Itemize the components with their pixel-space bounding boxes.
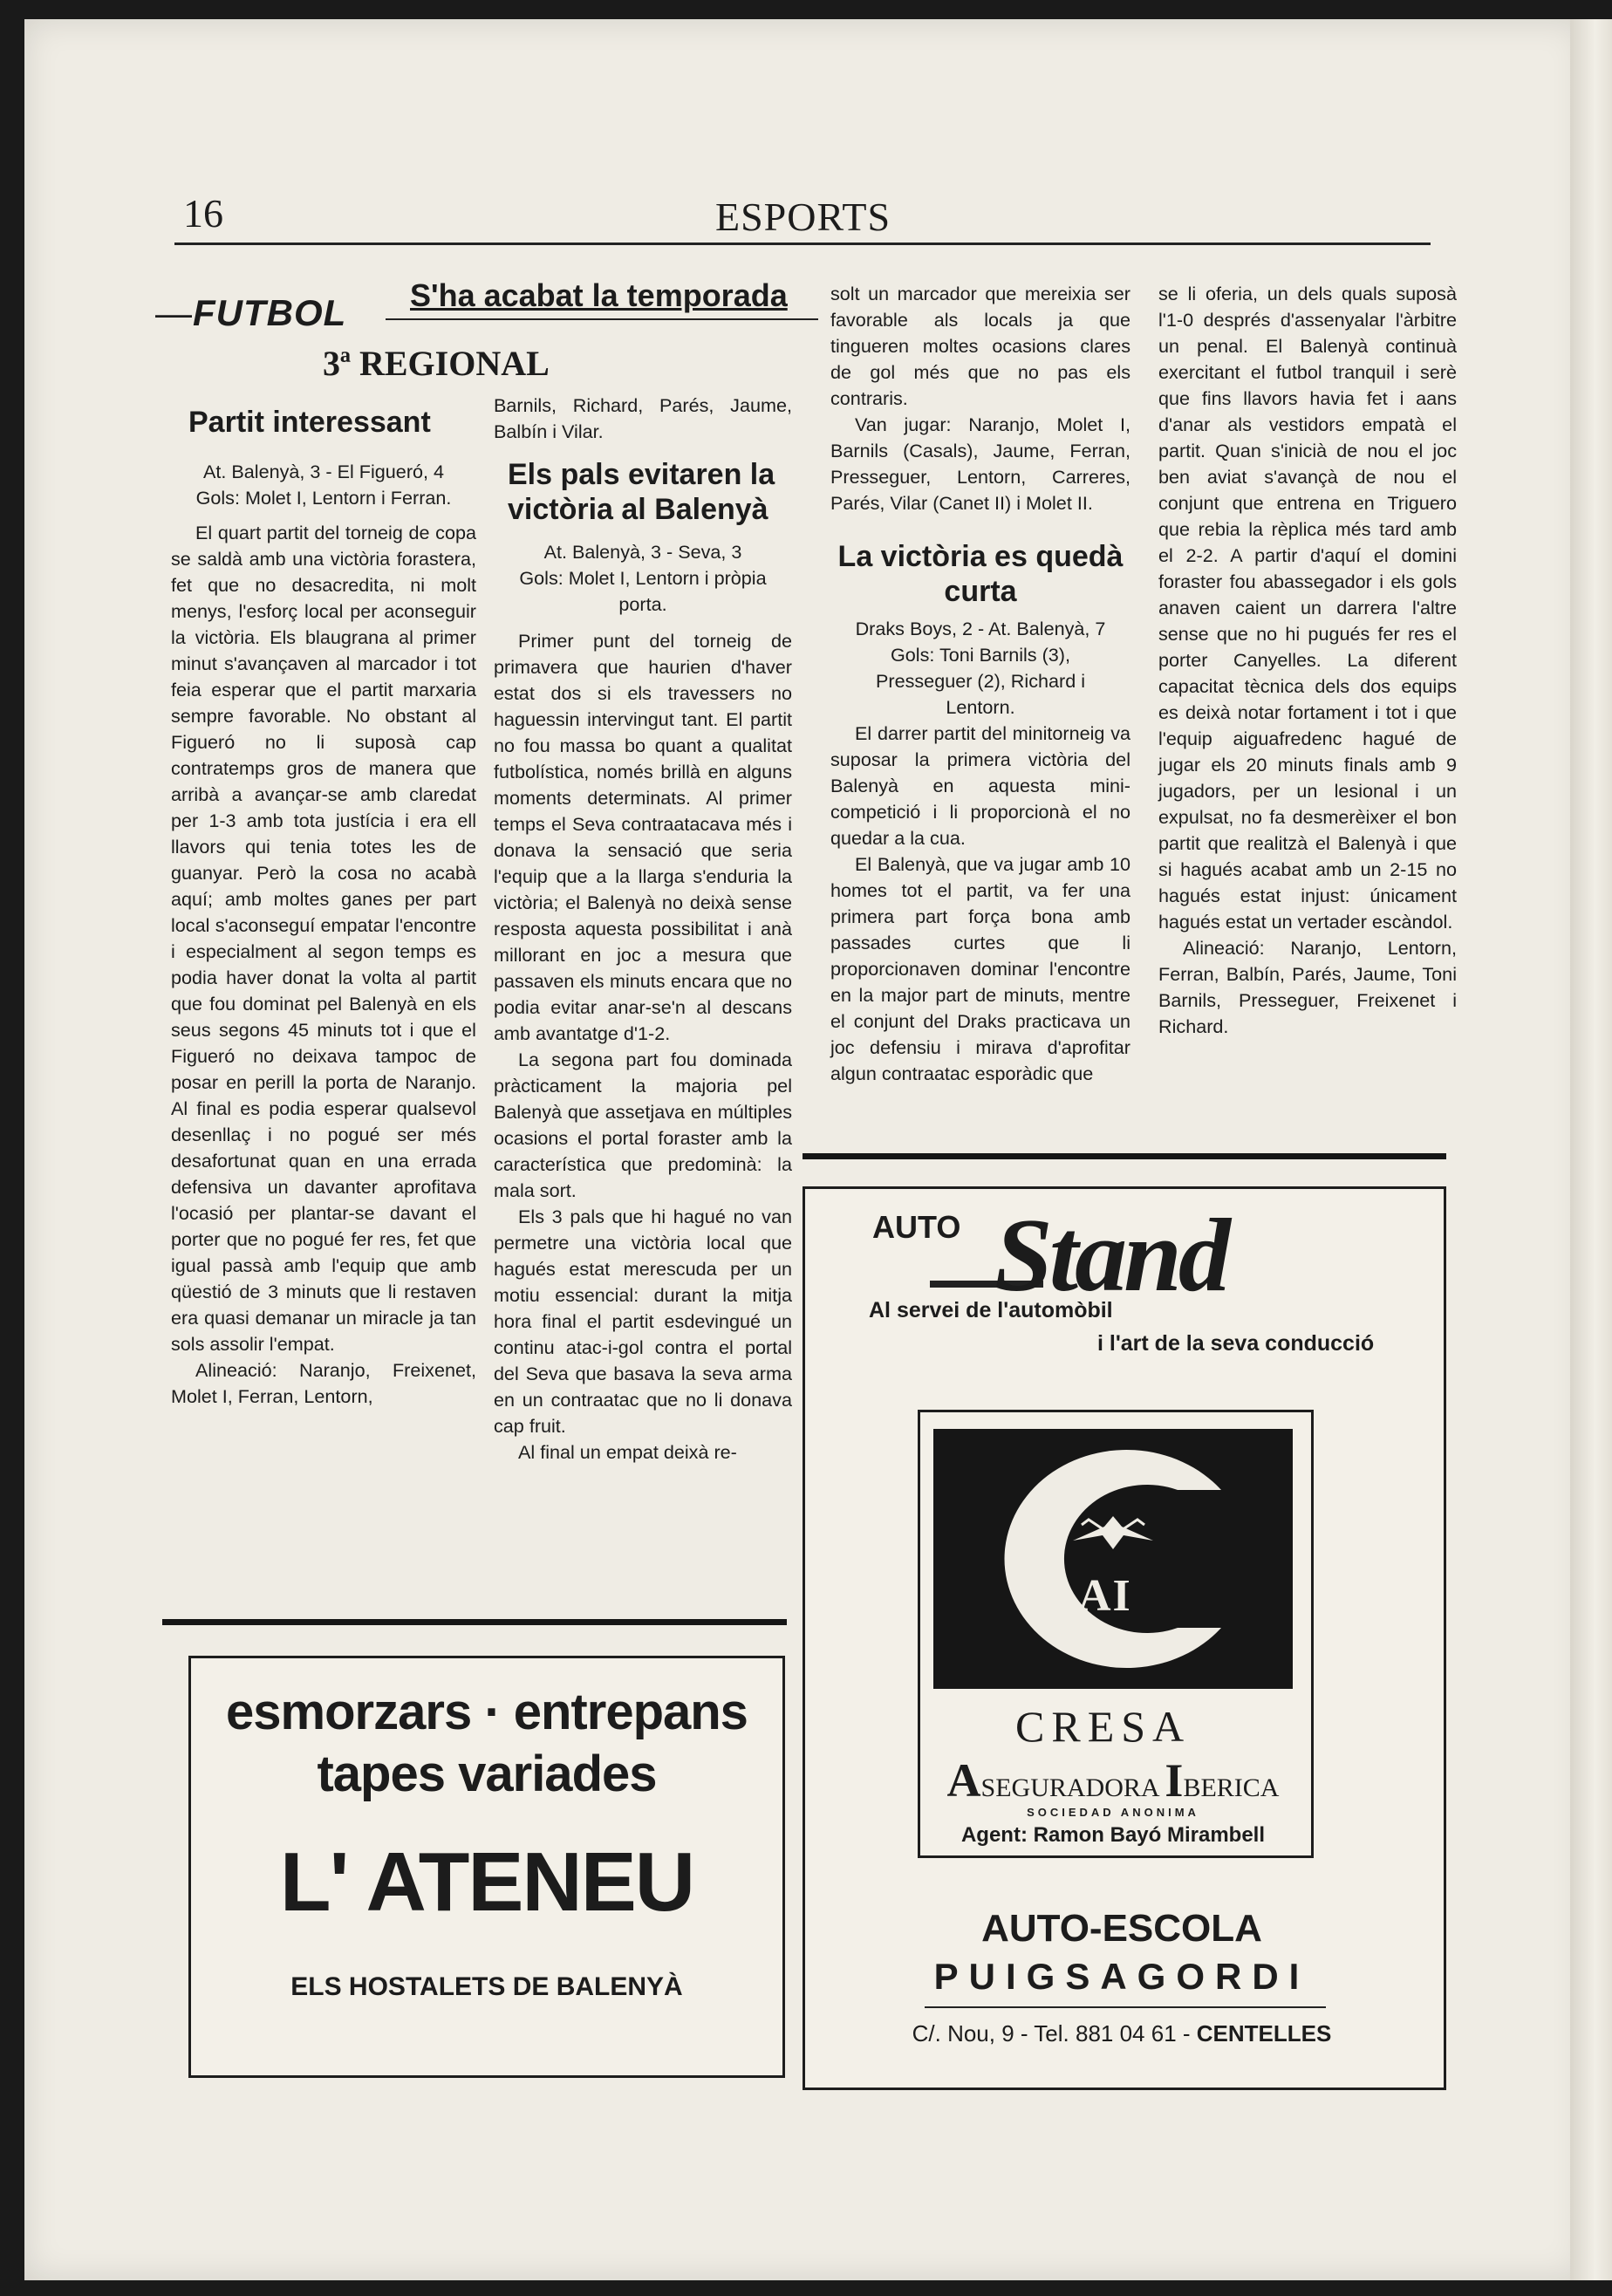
cresa-logo-block [933, 1429, 1293, 1689]
autoescola-rule [925, 2006, 1326, 2008]
col2-body-2: La segona part fou dominada pràcticament la majoria pel Balenyà que assetjava en múltiples ocasions el portal foraster amb la característica que predominà: la mala sort. [494, 1049, 792, 1201]
col3-body-2: Van jugar: Naranjo, Molet I, Barnils (Casals), Jaume, Ferran, Presseguer, Lentorn, Carreres, Parés, Vilar (Canet II) i Molet II. [830, 413, 1130, 514]
address-town: CENTELLES [1196, 2020, 1332, 2047]
kicker [155, 292, 346, 334]
ad-ateneu [188, 1656, 785, 2078]
col1-lineup: Alineació: Naranjo, Freixenet, Molet I, Ferran, Lentorn, [171, 1359, 476, 1407]
stand-tagline-1: Al servei de l'automòbil [869, 1298, 1113, 1322]
address-text: C/. Nou, 9 - Tel. 881 04 61 - [912, 2020, 1191, 2047]
col2-score: At. Balenyà, 3 - Seva, 3 [543, 541, 742, 563]
cresa-logo-letters: AI [1078, 1571, 1132, 1621]
column-2 [494, 393, 792, 1466]
page-spine [1570, 19, 1612, 2280]
division-title: 3ª REGIONAL [323, 344, 550, 383]
col1-goals: Gols: Molet I, Lentorn i Ferran. [195, 487, 452, 509]
col3-score: Draks Boys, 2 - At. Balenyà, 7 [855, 618, 1106, 639]
col2-body-3: Els 3 pals que hi hagué no van permetre una victòria local que hagués estat merescuda per un motiu essencial: durant la mitja hora final el partit esdevingué un continu atac-i-gol contra el portal del Seva que basava la seva arma en un contraatac que no li donava cap fruit. [494, 1206, 792, 1437]
kicker-text: FUTBOL [193, 292, 347, 333]
column-1 [171, 405, 476, 1410]
autoescola-address [803, 2020, 1441, 2047]
col2-body-4: Al final un empat deixà re- [518, 1441, 737, 1463]
stand-logo: Stand [994, 1197, 1227, 1313]
column-3 [830, 281, 1130, 1087]
sociedad-anonima: SOCIEDAD ANONIMA [1027, 1806, 1199, 1819]
left-bottom-rule [162, 1619, 787, 1625]
col4-body-2: Alineació: Naranjo, Lentorn, Ferran, Balbín, Parés, Jaume, Toni Barnils, Presseguer, Freixenet i Richard. [1158, 937, 1457, 1037]
col3-title: La victòria es quedà curta [837, 540, 1124, 608]
aseguradora-line [933, 1753, 1293, 1807]
col2-lineup-cont: Barnils, Richard, Parés, Jaume, Balbín i Vilar. [494, 394, 792, 442]
headline: S'ha acabat la temporada [410, 277, 788, 313]
eagle-icon [1073, 1516, 1153, 1549]
aseg-word-1: SEGURADORA [980, 1773, 1158, 1802]
aseg-initial-a: A [946, 1754, 981, 1807]
col2-title: Els pals evitaren la victòria al Balenyà [508, 458, 775, 526]
ateneu-footer: ELS HOSTALETS DE BALENYÀ [290, 1972, 683, 2001]
col4-body-1: se li oferia, un dels quals suposà l'1-0 després d'assenyalar l'àrbitre un penal. El Balenyà continuà exercitant el futbol tranquil i serè que fins llavors havia fet i aans d'anar als vestidors empatà el partit. Quan s'inicià de nou el joc ben aviat s'avançà de nou el conjunt que entrena en Triguero que rebia la rèplica més tard amb el 2-2. A partir d'aquí el domini foraster fou abassegador i els gols anaven caient un darrera l'altre sense que no hi pugués fer res el porter Canyelles. La diferent capacitat tècnica dels dos equips es deixà notar fortament i tot i que l'equip aiguafredenc hagué de jugar els 20 minuts finals amb 9 jugadors, per un lesional i un expulsat, no fa desmerèixer el bon partit que realitzà el Balenyà i que si hagués acabat amb un 2-15 no hagués estat injust: únicament hagués estat un vertader escàndol. [1158, 283, 1457, 933]
cresa-c-logo [933, 1429, 1293, 1689]
autoescola-name: PUIGSAGORDI [933, 1956, 1310, 1997]
col2-goals: Gols: Molet I, Lentorn i pròpia porta. [519, 567, 767, 615]
cresa-agent: Agent: Ramon Bayó Mirambell [960, 1823, 1266, 1847]
col1-title: Partit interessant [188, 406, 431, 439]
headline-rule [386, 318, 818, 320]
column-4 [1158, 281, 1457, 1040]
ad-auto-label: AUTO [872, 1209, 961, 1245]
autoescola-title: AUTO-ESCOLA [981, 1907, 1262, 1950]
col2-body-1: Primer punt del torneig de primavera que haurien d'haver estat dos si els travessers no haguessin intervingut tant. El partit no fou massa bo quant a qualitat futbolística, només brillà en alguns moments determinats. Al primer temps el Seva contraatacava més i donava la sensació que seria l'equip que a la llarga s'enduria la victòria; el Balenyà no deixà sense resposta aquesta possibilitat i anà millorant en joc a mesura que passaven els minuts encara que no podia evitar anar-se'n al descans amb avantatge d'1-2. [494, 630, 792, 1044]
right-mid-rule [803, 1153, 1446, 1159]
ateneu-line-1: esmorzars · entrepans [226, 1684, 748, 1740]
col3-body-4: El Balenyà, que va jugar amb 10 homes tot el partit, va fer una primera part força bona amb passades curtes que li proporcionaven dominar l'encontre en la major part de minuts, mentre el conjunt del Draks practicava un joc defensiu i mirava d'aprofitar algun contraatac esporàdic que [830, 853, 1130, 1084]
stand-tagline-2: i l'art de la seva conducció [1097, 1331, 1375, 1356]
ateneu-name: L' ATENEU [279, 1835, 694, 1929]
col1-score: At. Balenyà, 3 - El Figueró, 4 [202, 461, 445, 482]
col3-body-3: El darrer partit del minitorneig va suposar la primera victòria del Balenyà en aquesta mini-competició i li proporcionà el no quedar a la cua. [830, 722, 1130, 849]
section-title: ESPORTS [715, 195, 891, 239]
ateneu-line-2: tapes variades [317, 1746, 657, 1802]
header-rule [174, 243, 1431, 245]
page-number: 16 [183, 191, 223, 236]
aseg-word-2: BERICA [1183, 1773, 1280, 1802]
col1-body: El quart partit del torneig de copa se saldà amb una victòria forastera, fet que no desacredita, ni molt menys, l'esforç local per aconseguir la victòria. Els blaugrana al primer minut s'avançaven al marcador i tot feia esperar que el partit marxaria sempre favorable. No obstant al Figueró no li suposà cap contratemps gros de manera que arribà a avançar-se amb claredat per 1-3 amb tota justícia i era ell llavors qui tenia totes les de guanyar. Però la cosa no acabà aquí; amb moltes ganes per part local s'aconseguí empatar l'encontre i especialment al segon temps es podia haver donat la volta al partit que fou dominat pel Balenyà en els seus segons 45 minuts tot i que el Figueró no deixava tampoc de posar en perill la porta de Naranjo. Al final es podia esperar qualsevol desenllaç i no pogué ser més desafortunat quan en una errada defensiva un davanter aprofitava l'ocasió per plantar-se davant el porter que no pogué fer res, fet que igual passà amb l'equip que amb qüestió de 3 minuts que li restaven era quasi demanar un miracle ja tan sols assolir l'empat. [171, 522, 476, 1355]
col3-goals: Gols: Toni Barnils (3), Presseguer (2), Richard i Lentorn. [875, 644, 1086, 718]
col3-body-1: solt un marcador que mereixia ser favorable als locals ja que tingueren moltes ocasions clares de gol més que no pas els contraris. [830, 283, 1130, 409]
cresa-name: CRESA [1015, 1702, 1192, 1751]
kicker-dash: — [155, 292, 193, 333]
aseg-initial-i: I [1165, 1754, 1184, 1807]
